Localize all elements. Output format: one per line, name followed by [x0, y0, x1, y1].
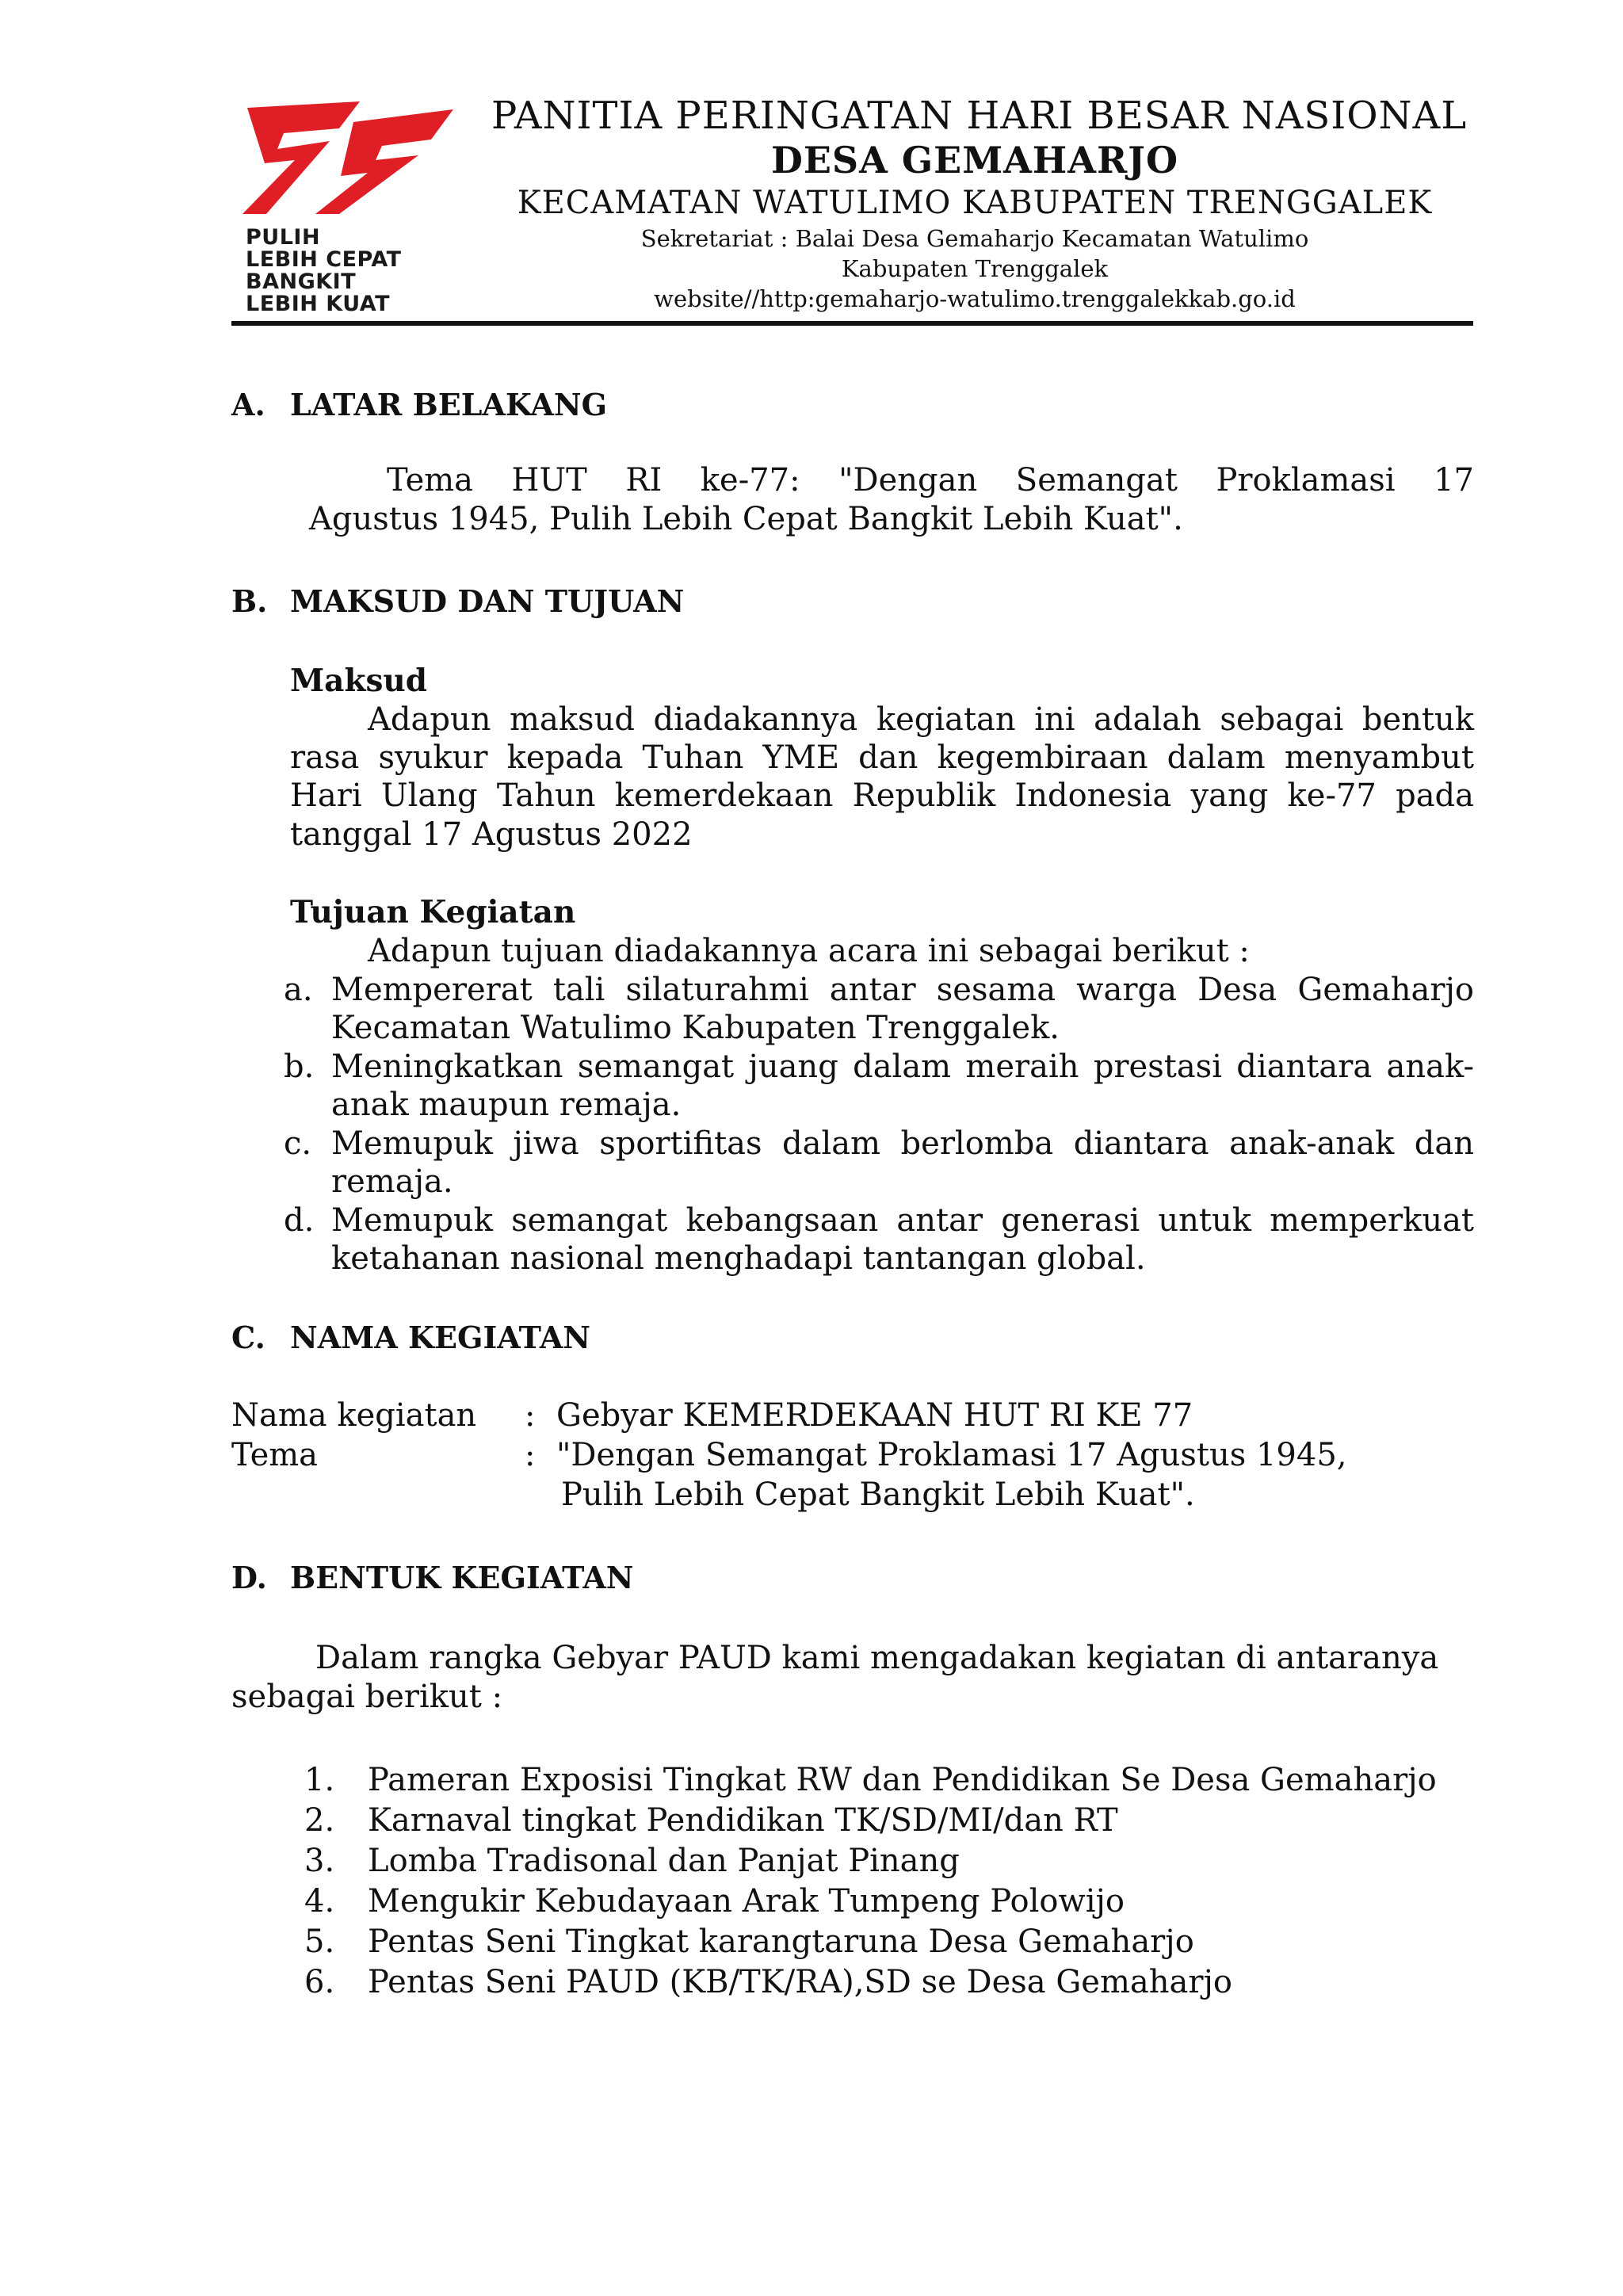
nama-kegiatan-label: Nama kegiatan: [231, 1397, 477, 1434]
section-c-title: NAMA KEGIATAN: [290, 1320, 591, 1355]
kegiatan-item: Lomba Tradisonal dan Panjat Pinang: [368, 1843, 960, 1879]
tujuan-heading: Tujuan Kegiatan: [290, 894, 576, 930]
letterhead: [491, 94, 1468, 314]
letterhead-title-line3: KECAMATAN WATULIMO KABUPATEN TRENGGALEK: [517, 185, 1433, 221]
section-a-text-line: Agustus 1945, Pulih Lebih Cepat Bangkit Lebih Kuat".: [309, 501, 1183, 537]
logo-motto: [246, 227, 402, 315]
section-c-letter: C.: [231, 1320, 265, 1355]
maksud-text-line: rasa syukur kepada Tuhan YME dan kegembiraan dalam menyambut: [290, 739, 1474, 776]
maksud-text-line: Hari Ulang Tahun kemerdekaan Republik Indonesia yang ke-77 pada: [290, 777, 1474, 814]
section-a-text-line: Tema HUT RI ke-77: "Dengan Semangat Proklamasi 17: [387, 462, 1474, 499]
kegiatan-item: Karnaval tingkat Pendidikan TK/SD/MI/dan RT: [368, 1802, 1118, 1839]
kegiatan-item: Pentas Seni PAUD (KB/TK/RA),SD se Desa Gemaharjo: [368, 1964, 1232, 2000]
letterhead-address-line2: Kabupaten Trenggalek: [841, 255, 1109, 282]
letterhead-divider: [231, 321, 1473, 326]
section-b-title: MAKSUD DAN TUJUAN: [290, 583, 685, 619]
tema-value-line: Pulih Lebih Cepat Bangkit Lebih Kuat".: [561, 1477, 1195, 1513]
letterhead-address-line1: Sekretariat : Balai Desa Gemaharjo Kecamatan Watulimo: [640, 225, 1309, 252]
section-a-title: LATAR BELAKANG: [290, 387, 608, 422]
logo-motto-line: LEBIH CEPAT: [246, 247, 402, 272]
nama-kegiatan-value: Gebyar KEMERDEKAAN HUT RI KE 77: [556, 1397, 1193, 1434]
tujuan-item-line: ketahanan nasional menghadapi tantangan global.: [331, 1240, 1146, 1277]
logo-motto-line: PULIH: [246, 225, 321, 250]
nama-kegiatan-colon: :: [525, 1397, 536, 1434]
letterhead-website: website//http:gemaharjo-watulimo.trenggalekkab.go.id: [654, 285, 1296, 312]
kegiatan-item-number: 4.: [304, 1883, 335, 1920]
section-a-letter: A.: [231, 387, 265, 422]
tujuan-intro: Adapun tujuan diadakannya acara ini sebagai berikut :: [368, 933, 1250, 969]
kegiatan-item: Pentas Seni Tingkat karangtaruna Desa Gemaharjo: [368, 1924, 1194, 1960]
tujuan-item-line: Memupuk jiwa sportifitas dalam berlomba diantara anak-anak dan: [331, 1125, 1474, 1162]
tujuan-item-marker: b.: [284, 1049, 315, 1085]
kegiatan-item: Mengukir Kebudayaan Arak Tumpeng Polowijo: [368, 1883, 1125, 1920]
tujuan-item-marker: d.: [284, 1202, 315, 1239]
tujuan-item-line: Kecamatan Watulimo Kabupaten Trenggalek.: [331, 1010, 1060, 1046]
maksud-heading: Maksud: [290, 663, 428, 699]
kegiatan-item-number: 6.: [304, 1964, 335, 2000]
section-d-letter: D.: [231, 1560, 267, 1595]
letterhead-title-line1: PANITIA PERINGATAN HARI BESAR NASIONAL: [491, 94, 1468, 138]
tema-value-line: "Dengan Semangat Proklamasi 17 Agustus 1945,: [556, 1437, 1347, 1473]
kegiatan-item-number: 5.: [304, 1924, 335, 1960]
hut-ri-77-logo: [242, 94, 455, 315]
tujuan-item-line: Memupuk semangat kebangsaan antar generasi untuk memperkuat: [331, 1202, 1474, 1239]
maksud-text-line: Adapun maksud diadakannya kegiatan ini adalah sebagai bentuk: [368, 701, 1474, 738]
maksud-text-line: tanggal 17 Agustus 2022: [290, 816, 693, 853]
tema-label: Tema: [231, 1437, 319, 1473]
tujuan-item-line: remaja.: [331, 1163, 453, 1200]
tujuan-item-line: Meningkatkan semangat juang dalam meraih prestasi diantara anak-: [331, 1049, 1474, 1085]
tujuan-item-marker: a.: [284, 972, 313, 1008]
logo-motto-line: LEBIH KUAT: [246, 292, 391, 316]
section-d-title: BENTUK KEGIATAN: [290, 1560, 634, 1595]
tema-colon: :: [525, 1437, 536, 1473]
logo-motto-line: BANGKIT: [246, 269, 357, 294]
kegiatan-item-number: 3.: [304, 1843, 335, 1879]
kegiatan-item: Pameran Exposisi Tingkat RW dan Pendidikan Se Desa Gemaharjo: [368, 1762, 1437, 1798]
letterhead-title-line2: DESA GEMAHARJO: [770, 139, 1179, 181]
section-d-intro-line: Dalam rangka Gebyar PAUD kami mengadakan kegiatan di antaranya: [315, 1640, 1439, 1676]
logo-77-mark-icon: [242, 94, 455, 220]
section-b-letter: B.: [231, 583, 268, 619]
tujuan-item-marker: c.: [284, 1125, 312, 1162]
tujuan-item-line: anak maupun remaja.: [331, 1087, 682, 1123]
tujuan-item-line: Mempererat tali silaturahmi antar sesama warga Desa Gemaharjo: [331, 972, 1474, 1008]
kegiatan-item-number: 2.: [304, 1802, 335, 1839]
kegiatan-item-number: 1.: [304, 1762, 335, 1798]
section-d-intro-line: sebagai berikut :: [231, 1679, 503, 1715]
